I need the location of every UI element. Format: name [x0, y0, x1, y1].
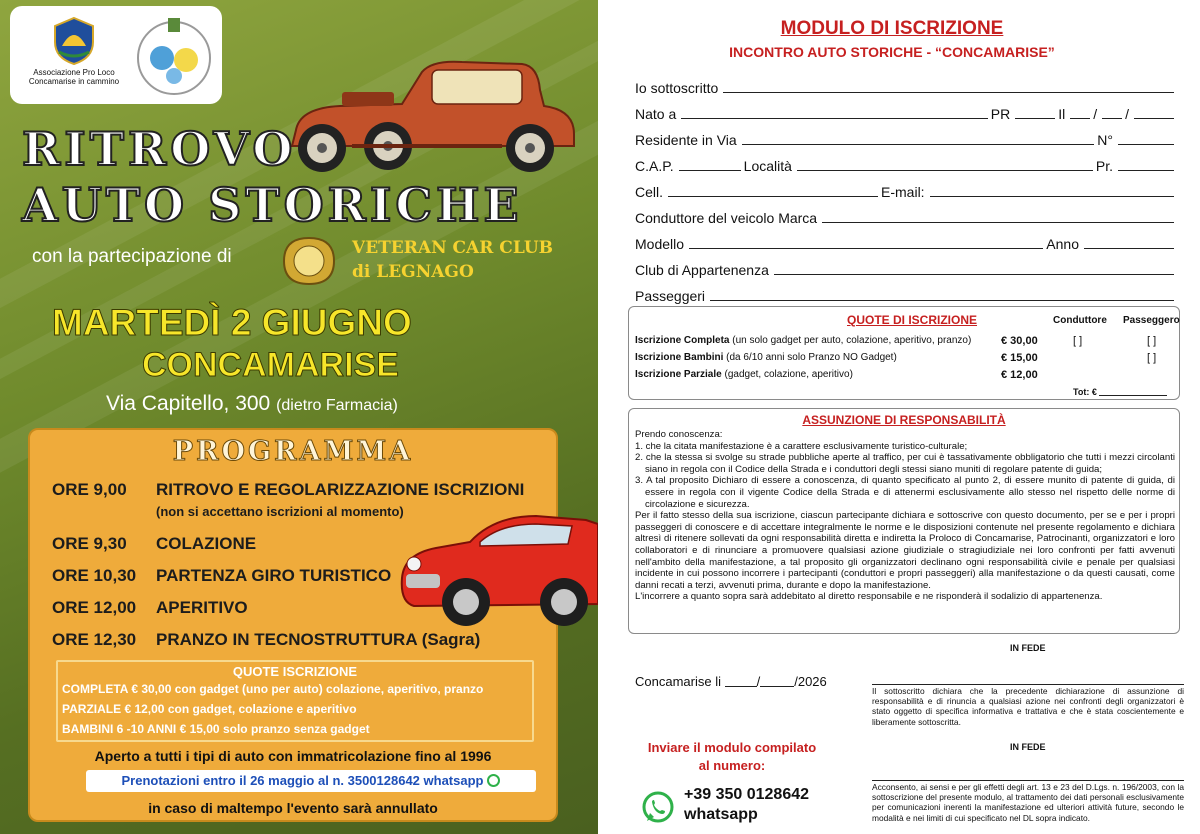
field-contact [635, 180, 1177, 200]
veteran-car-club-badge-icon [278, 234, 340, 288]
program-title: PROGRAMMA [172, 436, 414, 467]
field-label: Club di Appartenenza [635, 262, 769, 278]
field-signatory [635, 76, 1177, 96]
liability-item: 3. A tal proposito Dichiaro di essere a conoscenza, di quanto specificato al punto 2, di essere munito di patente di guida, di essere in regola con il vigente Codice della Strada e di attenermi esclusivamente allo stesso nel rispetto delle norme di circolazione e sicurezza. [635, 475, 1175, 510]
fee-description: (un solo gadget per auto, colazione, aperitivo, pranzo) [732, 335, 972, 346]
model-blank[interactable] [689, 237, 1043, 249]
privacy-consent: Acconsento, ai sensi e per gli effetti degli art. 13 e 23 del D.Lgs. n. 196/2003, con la sottoscrizione del presente modulo, al trattamento dei dati personali esclusivamente per comunicazioni inerenti la manifestazione ed ulteriori attività future, secondo le modalità e nei limiti di cui specificato nel DL sopra indicato. [872, 782, 1184, 823]
proloco-name: Associazione Pro Loco [33, 68, 115, 77]
field-birth [635, 102, 1177, 122]
date-separator: / [756, 674, 761, 689]
column-passenger: Passeggero [1123, 315, 1180, 326]
liability-paragraph: Per il fatto stesso della sua iscrizione, ciascun partecipante dichiara e sottoscrive con questo documento, per se e per i propri passeggeri di conoscere e di accettare integralmente le norme e le disposizioni contenute nel presente regolamento e dichiara altresì di ritenere sollevati da ogni responsabilità diretta e indiretta la Proloco di Concamarise, Patrocinanti, organizzatori e loro collaboratori e di rinunciare a promuovere qualsiasi azione giudiziale o stragiudiziale nei loro confronti per fatti avvenuti nell'ambito della manifestazione, a tal proposito gli organizzatori declinano ogni responsabilità civile e penale per qualsiasi incidente in cui possono incorrere i partecipanti (conduttori e propri passeggeri) alla manifestazione o da questi causati, come danni recati a terzi, avvenuti prima, durante e dopo la manifestazione. [635, 510, 1175, 591]
program-activity: RITROVO E REGOLARIZZAZIONE ISCRIZIONI [156, 480, 525, 499]
signature-date [635, 674, 827, 689]
signature-line[interactable] [872, 684, 1184, 685]
fee-amount: € 30,00 [1001, 335, 1038, 347]
field-label: C.A.P. [635, 158, 674, 174]
fee-row-children [635, 352, 897, 363]
passenger-checkbox[interactable]: [ ] [1147, 352, 1157, 364]
field-label: Modello [635, 236, 685, 252]
driver-checkbox[interactable]: [ ] [1073, 335, 1083, 347]
date-separator: / [1093, 106, 1098, 122]
province-blank[interactable] [1118, 159, 1174, 171]
proloco-logo [24, 16, 124, 86]
email-blank[interactable] [930, 185, 1174, 197]
field-label: Nato a [635, 106, 677, 122]
program-time: ORE 9,00 [52, 480, 127, 499]
event-place: CONCAMARISE [142, 346, 399, 384]
field-model [635, 232, 1177, 252]
fees-table [628, 306, 1180, 400]
send-instructions-2: al numero: [698, 758, 766, 773]
club-city: di LEGNAGO [352, 262, 474, 282]
program-time: ORE 9,30 [52, 534, 127, 553]
column-driver: Conduttore [1053, 315, 1107, 326]
club-blank[interactable] [774, 263, 1174, 275]
in-fede-label: IN FEDE [1010, 742, 1046, 752]
field-label: Conduttore del veicolo Marca [635, 210, 818, 226]
send-instructions: Inviare il modulo compilato [647, 740, 817, 755]
field-vehicle-brand [635, 206, 1177, 226]
whatsapp-icon [487, 774, 500, 787]
weather-notice: in caso di maltempo l'evento sarà annullato [148, 800, 438, 816]
field-label: Passeggeri [635, 288, 706, 304]
birthplace-blank[interactable] [681, 107, 988, 119]
event-flyer [0, 0, 598, 834]
proloco-tagline: Concamarise in cammino [28, 77, 120, 86]
cell-blank[interactable] [668, 185, 878, 197]
signature-line[interactable] [872, 780, 1184, 781]
fee-name: Iscrizione Completa [635, 335, 730, 346]
field-label: Anno [1046, 236, 1079, 252]
fee-name: Iscrizione Parziale [635, 369, 722, 380]
passengers-blank[interactable] [710, 289, 1174, 301]
liability-intro: Prendo conoscenza: [635, 429, 723, 440]
date-prefix: Concamarise li [635, 674, 721, 689]
fee-line: COMPLETA € 30,00 con gadget (uno per auto) colazione, aperitivo, pranzo [62, 682, 484, 696]
form-subtitle: INCONTRO AUTO STORICHE - “CONCAMARISE” [729, 44, 1055, 60]
field-residence [635, 128, 1177, 148]
date-month-blank[interactable] [760, 675, 794, 687]
proloco-crest-icon [51, 16, 97, 66]
address-note: (dietro Farmacia) [276, 397, 398, 414]
fee-amount: € 12,00 [1001, 369, 1038, 381]
field-label: Residente in Via [635, 132, 737, 148]
booking-banner [86, 770, 536, 792]
field-club [635, 258, 1177, 278]
date-day-blank[interactable] [725, 675, 757, 687]
flyer-title-line2: AUTO STORICHE [22, 178, 523, 232]
street-blank[interactable] [742, 133, 1095, 145]
event-address [106, 392, 398, 416]
fee-description: (gadget, colazione, aperitivo) [724, 369, 853, 380]
program-activity: COLAZIONE [156, 534, 257, 553]
form-title: MODULO DI ISCRIZIONE [780, 18, 1004, 39]
registration-form [602, 0, 1200, 834]
fee-name: Iscrizione Bambini [635, 352, 724, 363]
program-time: ORE 10,30 [52, 566, 137, 585]
fees-table-title: QUOTE DI ISCRIZIONE [847, 313, 978, 327]
birth-month-blank[interactable] [1102, 107, 1122, 119]
event-date: MARTEDÌ 2 GIUGNO [52, 302, 412, 343]
street-number-blank[interactable] [1118, 133, 1174, 145]
program-activity: PRANZO IN TECNOSTRUTTURA (Sagra) [156, 630, 481, 649]
liability-box [628, 408, 1180, 634]
passenger-checkbox[interactable]: [ ] [1147, 335, 1157, 347]
logo-panel [10, 6, 222, 104]
eligibility-text: Aperto a tutti i tipi di auto con immatricolazione fino al 1996 [94, 748, 492, 764]
total-blank[interactable] [1099, 395, 1167, 396]
fees-box [56, 660, 534, 742]
field-label: Pr. [1095, 158, 1113, 174]
vintage-car-icon [282, 50, 582, 176]
flyer-subtitle: con la partecipazione di [32, 246, 232, 267]
field-label: Io sottoscritto [635, 80, 719, 96]
cap-blank[interactable] [679, 159, 741, 171]
club-name: VETERAN CAR CLUB [352, 238, 554, 258]
liability-item: 1. che la citata manifestazione è a carattere esclusivamente turistico-culturale; [635, 440, 968, 452]
red-sports-car-icon [396, 494, 598, 630]
field-label: PR [990, 106, 1011, 122]
birth-province-blank[interactable] [1015, 107, 1055, 119]
total-label: Tot: € [1073, 387, 1097, 397]
field-label: N° [1097, 132, 1113, 148]
event-logo-icon [134, 12, 214, 98]
fee-amount: € 15,00 [1001, 352, 1038, 364]
birth-year-blank[interactable] [1134, 107, 1174, 119]
phone-number[interactable]: +39 350 0128642 [684, 786, 810, 803]
fee-description: (da 6/10 anni solo Pranzo NO Gadget) [726, 352, 897, 363]
liability-item: 2. che la stessa si svolge su strade pubbliche aperte al traffico, per cui è tassativamente obbligatorio che tutti i mezzi circolanti siano in regola con il Codice della Strada e i conduttori degli stessi siano muniti di regolare patente di guida; [635, 452, 1175, 475]
in-fede-label: IN FEDE [1010, 643, 1046, 653]
program-activity: PARTENZA GIRO TURISTICO [156, 566, 392, 585]
flyer-title-line1: RITROVO [22, 122, 297, 176]
fees-title: QUOTE ISCRIZIONE [232, 664, 358, 679]
field-label: Il [1058, 106, 1066, 122]
liability-title: ASSUNZIONE DI RESPONSABILITÀ [802, 413, 1006, 427]
waiver-declaration: Il sottoscritto dichiara che la precedente dichiarazione di assunzione di responsabilità e di rinuncia a qualsiasi azione nei confronti degli organizzatori è stato oggetto di specifica informativa e trattativa e che è stata coscientemente e liberamente sottoscritta. [872, 686, 1184, 727]
birth-day-blank[interactable] [1070, 107, 1090, 119]
date-separator: / [1125, 106, 1129, 122]
whatsapp-label: whatsapp [684, 806, 758, 823]
field-label: Località [743, 158, 792, 174]
address-street: Via Capitello, 300 [106, 392, 271, 415]
brand-blank[interactable] [822, 211, 1174, 223]
signatory-blank[interactable] [723, 81, 1174, 93]
field-cap [635, 154, 1177, 174]
liability-text [635, 429, 1175, 603]
program-note: (non si accettano iscrizioni al momento) [156, 504, 404, 519]
date-year: /2026 [794, 674, 827, 689]
program-time: ORE 12,30 [52, 630, 137, 649]
field-label: E-mail: [881, 184, 925, 200]
program-activity: APERITIVO [156, 598, 248, 617]
fee-line: BAMBINI 6 -10 ANNI € 15,00 solo pranzo senza gadget [62, 722, 370, 736]
locality-blank[interactable] [797, 159, 1093, 171]
liability-closing: L'incorrere a quanto sopra sarà addebitato al diretto responsabile e ne risponderà il sodalizio di appartenenza. [635, 591, 1103, 603]
field-passengers [635, 284, 1177, 304]
whatsapp-icon [640, 790, 676, 826]
fee-line: PARZIALE € 12,00 con gadget, colazione e aperitivo [62, 702, 357, 716]
year-blank[interactable] [1084, 237, 1174, 249]
field-label: Cell. [635, 184, 664, 200]
booking-text: Prenotazioni entro il 26 maggio al n. 3500128642 whatsapp [121, 773, 484, 788]
program-time: ORE 12,00 [52, 598, 137, 617]
fee-row-partial [635, 369, 853, 380]
fee-row-complete [635, 335, 971, 346]
